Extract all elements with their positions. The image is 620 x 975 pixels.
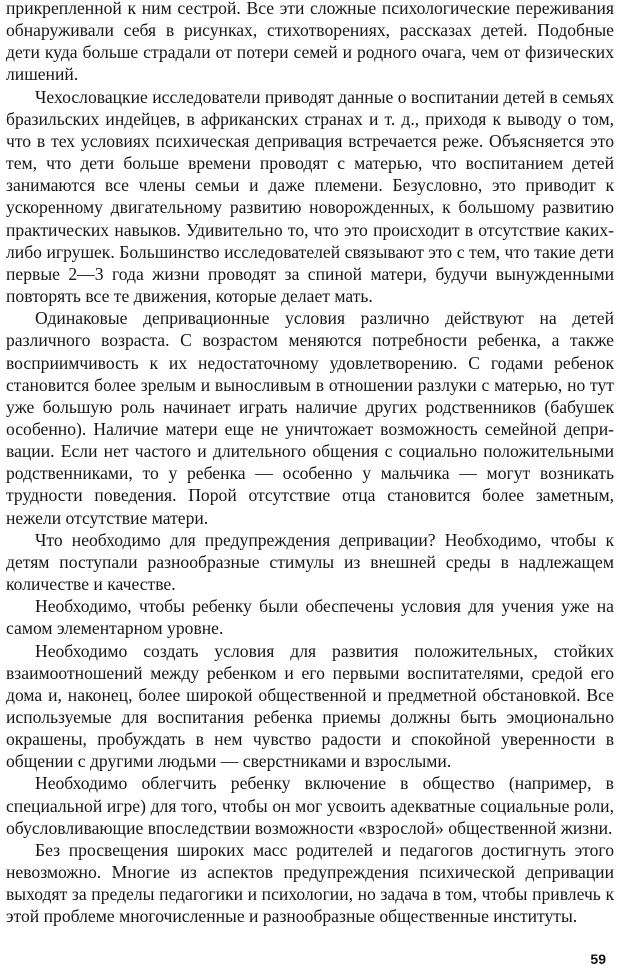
paragraph-4: Что необходимо для предупреждения депривации? Необходимо, чтобы к детям поступали разнообразные стимулы из внешней среды в надлежащем количестве и качестве. xyxy=(6,529,614,595)
paragraph-1: прикрепленной к ним сестрой. Все эти сложные психологические переживания обнаруживали себя в рисунках, стихотворениях, рассказах детей. Подобные дети куда больше страдали от потери семей и родного очага, чем от физических лишений. xyxy=(6,0,614,85)
paragraph-2: Чехословацкие исследователи приводят данные о воспитании детей в семьях бразильских индейцев, в африканских странах и т. д., приходя к выводу о том, что в тех условиях психическая депривация встречается реже. Объясняется это тем, что дети больше времени проводят с матерью, что воспитанием детей занимаются все члены семьи и даже племени. Безусловно, это приводит к ускоренному двигательному развитию новорожденных, к большому развитию практических навыков. Удивительно то, что это происходит в отсутствие каких-либо игрушек. Большинство исследователей связывают это с тем, что такие дети первые 2—3 года жизни проводят за спиной матери, будучи вынужденными повторять все те движения, которые делает мать. xyxy=(6,86,615,307)
paragraph-5: Необходимо, чтобы ребенку были обеспечены условия для учения уже на самом элементарном уровне. xyxy=(6,596,614,639)
paragraph-6: Необходимо создать условия для развития положительных, стойких взаимоотношений между ребенком и его первыми воспитателями, средой его дома и, наконец, более широкой общественной и предметной обстановкой. Все используемые для воспитания ребенка приемы должны быть эмоционально окрашены, пробуждать в нем чувство радости и спокойной уверенности в общении с другими людьми — сверстниками и взрослыми. xyxy=(6,640,614,772)
paragraph-8: Без просвещения широких масс родителей и педагогов достигнуть этого невозможно. Многие из аспектов предупреждения психической депривации выходят за пределы педагогики и психологии, но задача в том, чтобы привлечь к этой проблеме многочисленные и разнообразные общественные институты. xyxy=(6,839,614,927)
page-body xyxy=(6,0,614,928)
paragraph-3: Одинаковые депривационные условия различно действуют на детей различного возраста. С возрастом меняются потребности ребенка, а также восприимчивость к их недостаточному удовлетворению. С годами ребенок становится более зрелым и выносливым в отношении разлуки с матерью, но тут уже большую роль начинает играть наличие других родственников (бабушек особенно). Наличие матери еще не уничтожает возможность семейной депривации. Если нет частого и длительного общения с социально положительными родственниками, то у ребенка — особенно у мальчика — могут возникать трудности поведения. Порой отсутствие отца становится более заметным, нежели отсутствие матери. xyxy=(6,308,614,528)
page-number: 59 xyxy=(590,951,606,967)
paragraph-7: Необходимо облегчить ребенку включение в общество (например, в специальной игре) для того, чтобы он мог усвоить адекватные социальные роли, обусловливающие впоследствии возможности «взрослой» общественной жизни. xyxy=(6,773,614,838)
book-page xyxy=(6,0,614,975)
